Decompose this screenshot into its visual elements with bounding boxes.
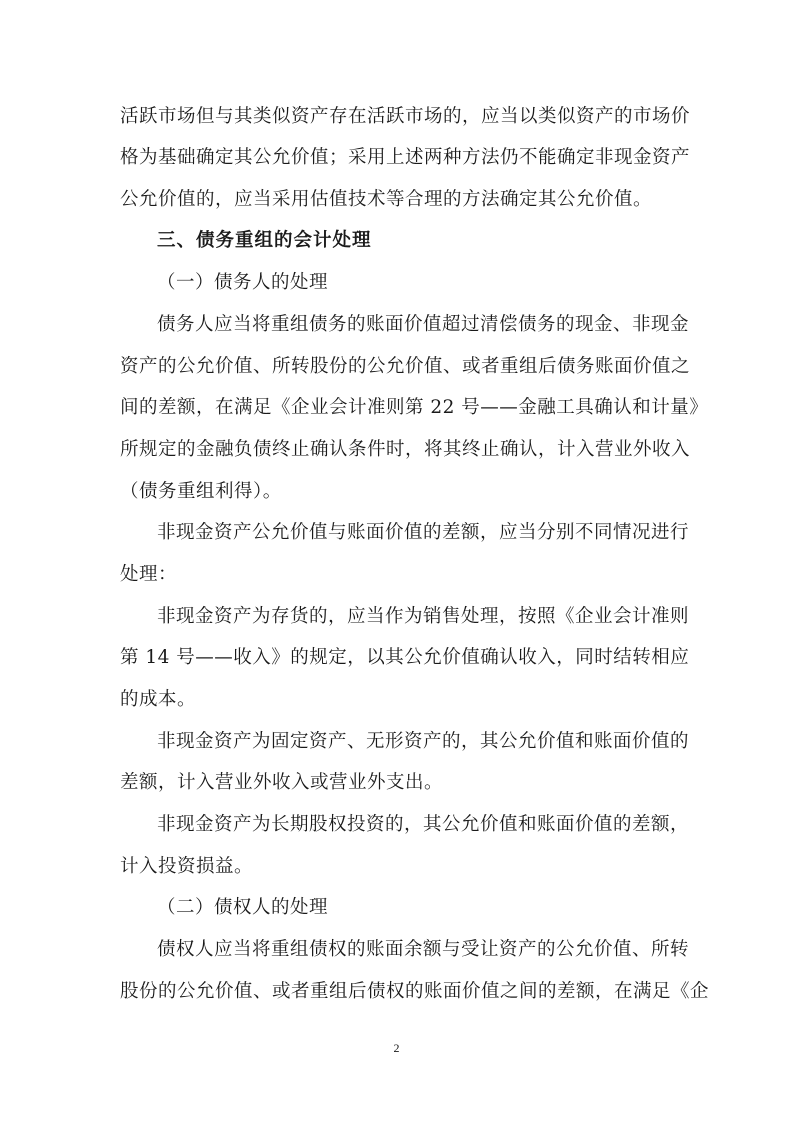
text-line: （债务重组利得）。 [120, 481, 282, 502]
page-number: 2 [393, 1041, 400, 1055]
text-line: 第 14 号——收入》的规定，以其公允价值确认收入，同时结转相应 [120, 647, 690, 668]
subsection-heading-creditor: （二）债权人的处理 [157, 897, 329, 918]
text-line: 处理： [120, 564, 178, 585]
text-line: 活跃市场但与其类似资产存在活跃市场的，应当以类似资产的市场价 [120, 106, 691, 127]
text-line: 的成本。 [120, 689, 197, 710]
text-line: 非现金资产为固定资产、无形资产的，其公允价值和账面价值的 [157, 731, 690, 752]
text-line: 债务人应当将重组债务的账面价值超过清偿债务的现金、非现金 [157, 314, 690, 335]
text-line: 非现金资产为存货的，应当作为销售处理，按照《企业会计准则 [157, 606, 690, 627]
text-line: 所规定的金融负债终止确认条件时，将其终止确认，计入营业外收入 [120, 439, 691, 460]
text-line: 差额，计入营业外收入或营业外支出。 [120, 772, 444, 793]
text-line: 非现金资产为长期股权投资的，其公允价值和账面价值的差额， [157, 814, 690, 835]
text-line: 非现金资产公允价值与账面价值的差额，应当分别不同情况进行 [157, 522, 690, 543]
text-line: 计入投资损益。 [120, 856, 254, 877]
subsection-heading-debtor: （一）债务人的处理 [157, 272, 329, 293]
text-line: 格为基础确定其公允价值；采用上述两种方法仍不能确定非现金资产 [120, 147, 691, 168]
text-line: 股份的公允价值、或者重组后债权的账面价值之间的差额，在满足《企 [120, 981, 710, 1002]
text-line: 公允价值的，应当采用估值技术等合理的方法确定其公允价值。 [120, 189, 653, 210]
text-line: 债权人应当将重组债权的账面余额与受让资产的公允价值、所转 [157, 939, 690, 960]
text-line: 间的差额，在满足《企业会计准则第 22 号——金融工具确认和计量》 [120, 397, 709, 418]
section-heading: 三、债务重组的会计处理 [157, 230, 372, 251]
text-line: 资产的公允价值、所转股份的公允价值、或者重组后债务账面价值之 [120, 356, 691, 377]
